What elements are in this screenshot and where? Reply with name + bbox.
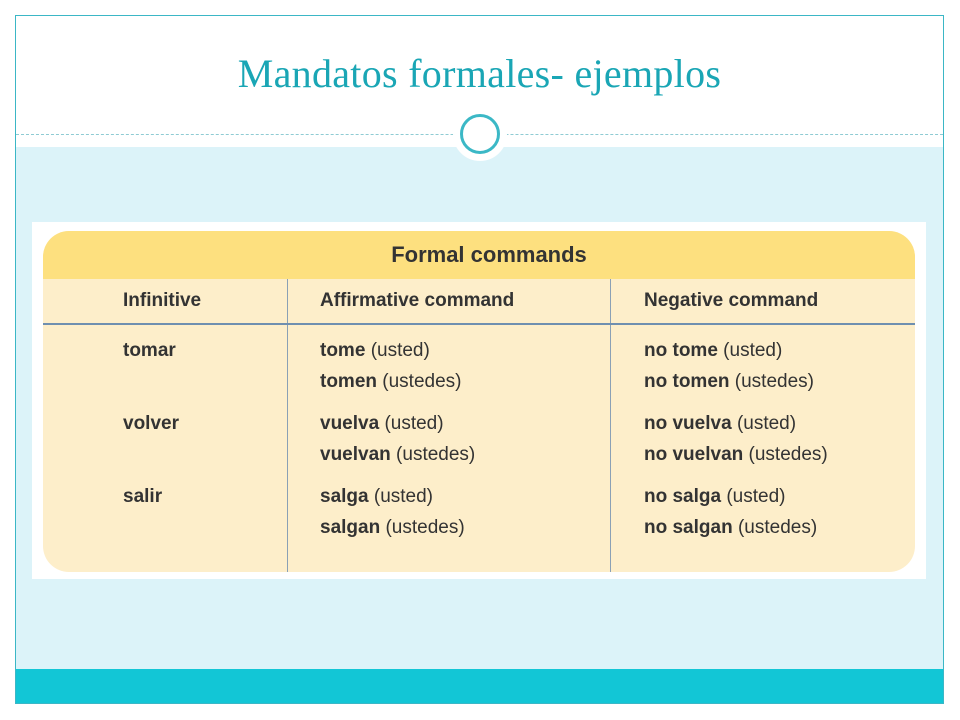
negative-cell	[644, 481, 786, 512]
infinitive-verb: salir	[123, 486, 163, 507]
infinitive-verb: volver	[123, 413, 179, 434]
formal-commands-table	[43, 231, 915, 572]
pronoun: (ustedes)	[382, 371, 462, 392]
slide	[15, 15, 944, 704]
slide-title: Mandatos formales- ejemplos	[237, 51, 722, 96]
affirmative-cell	[320, 481, 433, 512]
command-verb: no vuelvan	[644, 444, 744, 465]
pronoun: (usted)	[726, 486, 786, 507]
command-verb: vuelva	[320, 413, 380, 434]
negative-cell	[644, 512, 817, 543]
circle-ring-icon	[453, 107, 507, 161]
command-verb: tome	[320, 340, 366, 361]
bottom-band	[16, 669, 943, 703]
pronoun: (ustedes)	[385, 517, 465, 538]
negative-cell	[644, 439, 828, 470]
command-verb: salgan	[320, 517, 381, 538]
infinitive-verb: tomar	[123, 340, 176, 361]
table-grid	[43, 279, 915, 572]
header-rule	[43, 323, 915, 325]
pronoun: (ustedes)	[396, 444, 476, 465]
command-verb: no tomen	[644, 371, 730, 392]
pronoun: (ustedes)	[734, 371, 814, 392]
pronoun: (usted)	[373, 486, 434, 507]
command-verb: no tome	[644, 340, 718, 361]
command-verb: no salga	[644, 486, 722, 507]
affirmative-cell	[320, 408, 444, 439]
negative-cell	[644, 408, 796, 439]
command-verb: salga	[320, 486, 369, 507]
command-verb: tomen	[320, 371, 377, 392]
affirmative-cell	[320, 512, 465, 543]
infinitive-cell	[123, 335, 176, 366]
affirmative-cell	[320, 335, 430, 366]
affirmative-cell	[320, 439, 475, 470]
table-title-band	[43, 231, 915, 279]
header-infinitive: Infinitive	[123, 290, 202, 311]
pronoun: (usted)	[736, 413, 797, 434]
pronoun: (usted)	[723, 340, 783, 361]
affirmative-cell	[320, 366, 461, 397]
negative-cell	[644, 335, 782, 366]
pronoun: (ustedes)	[748, 444, 828, 465]
command-verb: no vuelva	[644, 413, 732, 434]
header-negative: Negative command	[644, 290, 819, 311]
table-title: Formal commands	[391, 242, 587, 267]
infinitive-cell	[123, 481, 162, 512]
negative-cell	[644, 366, 814, 397]
header-affirmative: Affirmative command	[320, 290, 515, 311]
pronoun: (ustedes)	[737, 517, 818, 538]
infinitive-cell	[123, 408, 179, 439]
table-image	[32, 222, 926, 579]
command-verb: no salgan	[644, 517, 733, 538]
command-verb: vuelvan	[320, 444, 391, 465]
pronoun: (usted)	[384, 413, 444, 434]
pronoun: (usted)	[370, 340, 430, 361]
